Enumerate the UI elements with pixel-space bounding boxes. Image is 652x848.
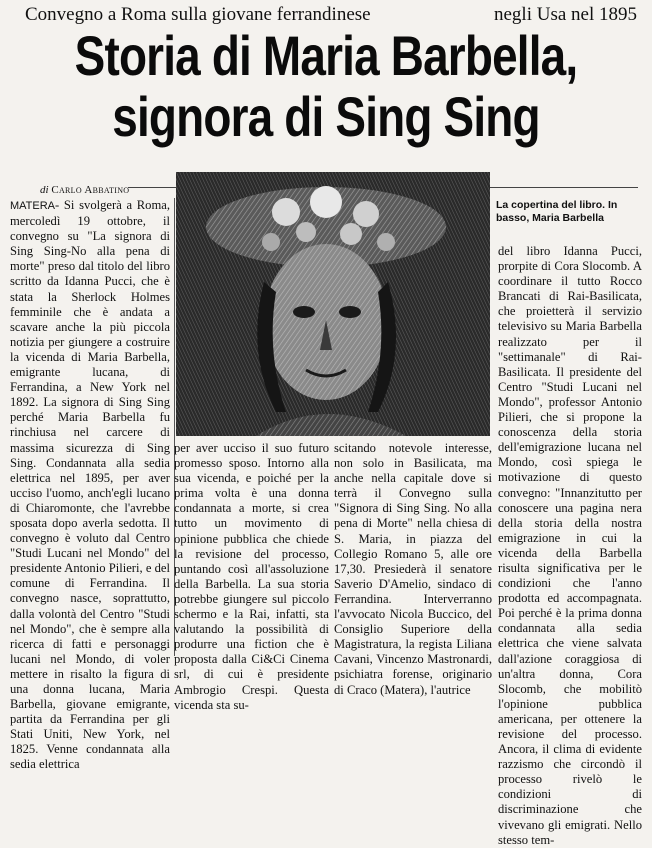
- article-column-3: scitando notevole interesse, non solo in Basilicata, ma anche nella capitale dove si terrà il Convegno sulla "Signora di Sing Sing. No alla pena di Morte" nella chiesa di S. Maria, in piazza del Collegio Romano 5, alle ore 17,30. Presiederà il senatore Saverio D'Amelio, sindaco di Ferrandina. Interverranno l'avvocato Nicola Buccico, del Consiglio Superiore della Magistratura, la regista Liliana Cavani, Vincenzo Mastronardi, psichiatra forense, originario di Craco (Matera), l'autrice: [334, 441, 492, 697]
- headline-line-1: Storia di Maria Barbella,: [74, 24, 578, 87]
- article-column-4: del libro Idanna Pucci, prorpite di Cora Slocomb. A coordinare il tutto Rocco Brancati di Rai-Basilicata, che proietterà il servizio televisivo su Maria Barbella realizzato per il "settimanale" di Rai-Basilicata. Il presidente del Centro "Studi Lucani nel Mondo", professor Antonio Pilieri, che si propone la conoscenza della storia dell'emigrazione lucana nel Mondo, così spiega le motivazione di questo convegno: "Innanzitutto per conoscere una pagina nera della storia della nostra emigrazione in cui la vicenda della Barbella risulta significativa per le condizioni che l'anno prodotta ed accompagnata. Poi perché è la prima donna condannata alla sedia elettrica che viene salvata dall'azione coraggiosa di un'altra donna, Cora Slocomb, che mobilitò l'opinione pubblica americana, per ottenere la revisione del processo. Ancora, il clima di evidente razzismo che circondò il processo rivelò le condizioni di discriminazione che vivevano gli emigrati. Nello stesso tem-: [498, 244, 642, 847]
- kicker-right: negli Usa nel 1895: [493, 4, 637, 25]
- byline-prefix: di: [40, 184, 49, 196]
- article-column-2: per aver ucciso il suo futuro promesso sposo. Intorno alla sua vicenda, e poiché per la prima volta è una donna condannata a morte, si crea tutto un movimento di opinione pubblica che chiede la revisione del processo, puntando così all'assoluzione della Barbella. La sua storia potrebbe giungere sul piccolo schermo e la Rai, infatti, sta valutando la possibilità di produrre una fiction che è proposta dalla Ci&Ci Cinema srl, di cui è presidente Ambrogio Crespi. Questa vicenda sta su-: [174, 441, 329, 712]
- dateline: MATERA: [10, 200, 56, 212]
- book-cover-photo: [176, 172, 490, 436]
- headline-line-2: signora di Sing Sing: [112, 85, 540, 148]
- byline: [40, 184, 129, 196]
- byline-author: Carlo Abbatino: [51, 184, 130, 196]
- column-1-text: - Si svolgerà a Roma, mercoledì 19 ottobre, il convegno su "La signora di Sing Sing-No alla pena di morte" preso dal titolo del libro scritto da Idanna Pucci, che è stata la Sherlock Holmes femminile che è andata a scavare anche la più piccola notizia per giungere a costruire la vicenda di Maria Barbella, emigrante lucana, di Ferrandina, a New York nel 1892. La signora di Sing Sing perché Maria Barbella fu rinchiusa nel carcere di massima sicurezza di Sing Sing. Condannata alla sedia elettrica nel 1895, per aver ucciso l'uomo, anch'egli lucano di Chiaromonte, che l'avrebbe sposata dopo averla sedotta. Il convegno è voluto dal Centro "Studi Lucani nel Mondo" del presidente Antonio Pilieri, e del comune di Ferrandina. Il convegno nasce, soprattutto, dalla volontà del Centro "Studi nel Mondo", che è sempre alla ricerca di fatti e personaggi lucani nel Mondo, di voler mettere in risalto la figura di una donna lucana, Maria Barbella, giovane emigrante, partita da Ferrandina per gli Stati Uniti, New York, nel 1825. Venne condannata alla sedia elettrica: [10, 198, 170, 772]
- kicker: [25, 4, 637, 26]
- engraving-illustration: [176, 172, 490, 436]
- photo-caption: La copertina del libro. In basso, Maria Barbella: [496, 199, 618, 224]
- article-column-1: [10, 198, 175, 772]
- kicker-left: Convegno a Roma sulla giovane ferrandinese: [25, 4, 371, 25]
